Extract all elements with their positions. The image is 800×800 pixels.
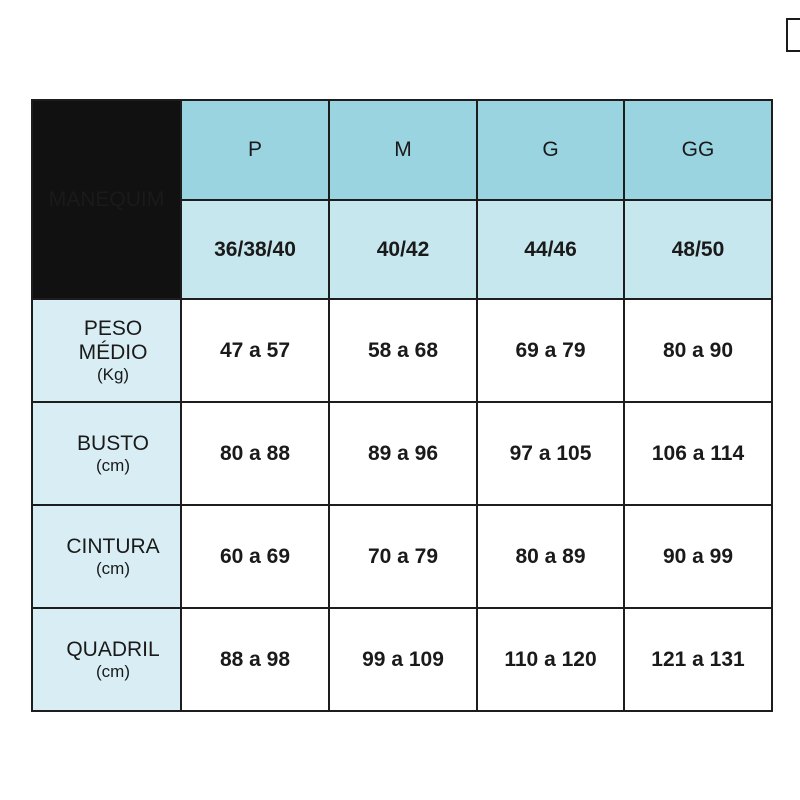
size-letter-p: P	[181, 100, 329, 200]
size-chart-table	[31, 99, 773, 712]
row-label-unit: (cm)	[96, 455, 130, 475]
table-row	[32, 505, 772, 608]
size-range-g: 44/46	[477, 200, 624, 299]
cell-peso-medio-p: 47 a 57	[181, 299, 329, 402]
corner-header-label: MANEQUIM	[48, 187, 165, 211]
corner-mark-icon	[786, 18, 800, 52]
row-label-text: QUADRIL	[66, 637, 160, 661]
size-letter-g: G	[477, 100, 624, 200]
row-label-text: CINTURA	[66, 534, 160, 558]
size-letter-gg: GG	[624, 100, 772, 200]
row-label-text: BUSTO	[77, 431, 149, 455]
cell-quadril-gg: 121 a 131	[624, 608, 772, 711]
cell-busto-gg: 106 a 114	[624, 402, 772, 505]
cell-quadril-g: 110 a 120	[477, 608, 624, 711]
cell-busto-g: 97 a 105	[477, 402, 624, 505]
cell-peso-medio-m: 58 a 68	[329, 299, 477, 402]
row-label-peso-medio	[32, 299, 181, 402]
row-label-cintura	[32, 505, 181, 608]
cell-busto-m: 89 a 96	[329, 402, 477, 505]
size-chart-container	[31, 99, 771, 712]
size-range-gg: 48/50	[624, 200, 772, 299]
row-label-unit: (cm)	[96, 661, 130, 681]
cell-busto-p: 80 a 88	[181, 402, 329, 505]
table-row	[32, 402, 772, 505]
cell-peso-medio-gg: 80 a 90	[624, 299, 772, 402]
row-label-text: PESO MÉDIO	[78, 316, 148, 364]
corner-header-cell	[32, 100, 181, 299]
row-label-unit: (cm)	[96, 558, 130, 578]
cell-cintura-m: 70 a 79	[329, 505, 477, 608]
row-label-busto	[32, 402, 181, 505]
size-range-m: 40/42	[329, 200, 477, 299]
cell-quadril-m: 99 a 109	[329, 608, 477, 711]
cell-quadril-p: 88 a 98	[181, 608, 329, 711]
size-letter-m: M	[329, 100, 477, 200]
cell-cintura-p: 60 a 69	[181, 505, 329, 608]
table-row	[32, 299, 772, 402]
row-label-quadril	[32, 608, 181, 711]
row-label-unit: (Kg)	[96, 364, 130, 384]
cell-cintura-gg: 90 a 99	[624, 505, 772, 608]
size-range-p: 36/38/40	[181, 200, 329, 299]
cell-peso-medio-g: 69 a 79	[477, 299, 624, 402]
cell-cintura-g: 80 a 89	[477, 505, 624, 608]
table-row-size-letters	[32, 100, 772, 200]
table-row	[32, 608, 772, 711]
